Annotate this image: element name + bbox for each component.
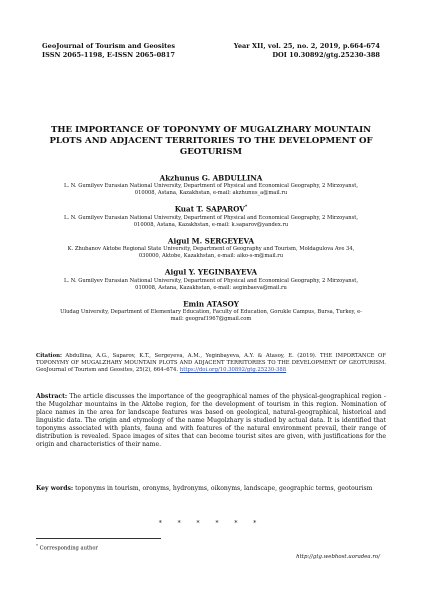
citation: [36, 353, 386, 374]
issue-header: [234, 42, 380, 60]
abstract-label: Abstract:: [36, 393, 68, 400]
author-affiliation: L. N. Gumilyev Eurasian National University, Department of Physical and Economical Geography, 2 Mirzoyanst, 010008, Astana, Kazakhstan, e-mail: akzhunus_a@mail.ru: [63, 183, 359, 197]
author-name: Aigul M. SERGEYEVA: [167, 236, 255, 246]
issue-volume: Year XII, vol. 25, no. 2, 2019, p.664-674: [233, 42, 380, 50]
corresponding-author-mark: *: [244, 205, 248, 211]
journal-header: [42, 42, 175, 60]
footnote: [36, 542, 98, 553]
paper-title: THE IMPORTANCE OF TOPONYMY OF MUGALZHARY MOUNTAIN PLOTS AND ADJACENT TERRITORIES TO THE DEVELOPMENT OF GEOTURISM: [49, 125, 373, 157]
author-affiliation: Uludag University, Department of Elementary Education, Faculty of Education, Gorukle Campus, Bursa, Turkey, e-mail: geograf1967@gmail.com: [60, 308, 362, 322]
author-list: [60, 172, 362, 329]
author-name: Kuat T. SAPAROV*: [174, 204, 248, 214]
section-separator: * * * * * *: [158, 520, 264, 527]
citation-label: Citation:: [36, 353, 62, 359]
journal-issn: ISSN 2065-1198, E-ISSN 2065-0817: [42, 51, 175, 59]
author-name: Akzhunus G. ABDULLINA: [159, 173, 263, 183]
keywords-label: Key words:: [36, 485, 74, 492]
author-block: [60, 266, 362, 291]
keywords: [36, 485, 386, 493]
author-affiliation: L. N. Gumilyev Eurasian National University, Department of Physical and Economical Geography, 2 Mirzoyanst, 010008, Astana, Kazakhstan, e-mail: k.saparov@yandex.ru: [63, 214, 359, 228]
author-block: [60, 203, 362, 228]
author-affiliation: K. Zhubanov Aktobe Regional State University, Department of Geography and Tourism, Moldagulova Ave 34, 030000, Aktobe, Kazakhstan, e-mail: aiko-s-m@mail.ru: [67, 246, 355, 260]
journal-name: GeoJournal of Tourism and Geosites: [42, 42, 176, 50]
author-name: Emin ATASOY: [183, 298, 239, 308]
author-block: [60, 298, 362, 323]
author-name: Aigul Y. YEGINBAYEVA: [164, 267, 258, 277]
issue-doi: DOI 10.30892/gtg.25230-388: [272, 51, 380, 59]
doi-link[interactable]: https://doi.org/10.30892/gtg.25230-388: [179, 367, 287, 373]
citation-text: Abdullina, A.G., Saparov, K.T., Sergeyeva, A.M., Yeginbayeva, A.Y. & Atasoy, E. (2019). THE IMPORTANCE OF TOPONYMY OF MUGALZHARY MOUNTAIN PLOTS AND ADJACENT TERRITORIES TO THE DEVELOPMENT OF GEOTURISM. GeoJournal of Tourism and Geosites, 25(2), 664–674.: [36, 353, 386, 373]
abstract-text: The article discusses the importance of the geographical names of the physical-geographical region - the Mugolzhar mountains in the Aktobe region, for the development of tourism in this region. Nomination of place names in the area for landscape features was based on geological, natural-geographical, historical and linguistic data. The origin and etymology of the name Mugolzhary is studied by actual data. It is identified that toponyms associated with plants, fauna and with features of the natural environment prevail, their range of distribution is revealed. Space images of sites that can become tourist sites are given, with justifications for the origin and characteristics of their name.: [36, 393, 386, 448]
footnote-rule: [36, 538, 161, 539]
author-affiliation: L. N. Gumilyev Eurasian National University, Department of Physical and Economical Geography, 2 Mirzoyanst, 010008, Astana, Kazakhstan, e-mail: aeginbaeva@mail.ru: [63, 277, 359, 291]
author-block: [60, 235, 362, 260]
footnote-mark: *: [36, 543, 38, 548]
journal-url[interactable]: http://gtg.webhost.uoradea.ro/: [296, 554, 380, 560]
footnote-text: Corresponding author: [38, 545, 98, 552]
abstract: [36, 393, 386, 449]
keywords-text: toponyms in tourism, oronyms, hydronyms, oikonyms, landscape, geographic terms, geotourism: [73, 485, 373, 492]
author-block: [60, 172, 362, 197]
